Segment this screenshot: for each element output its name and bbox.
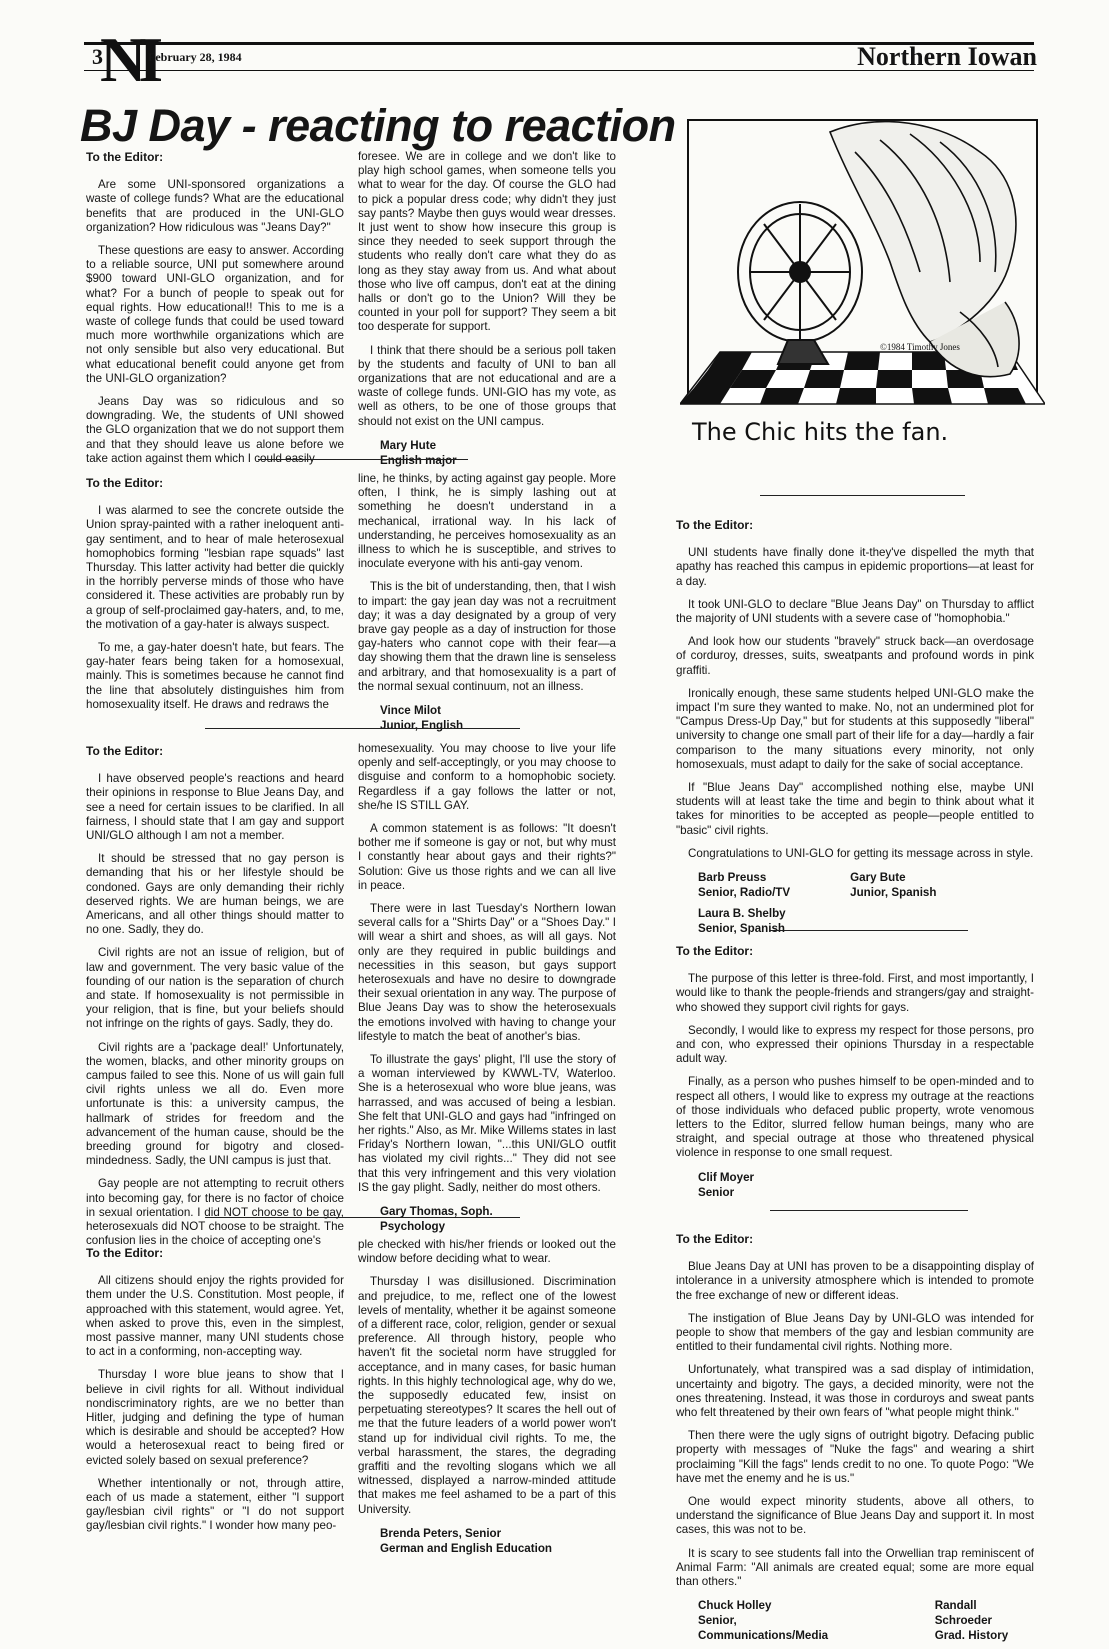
letter-separator — [258, 459, 468, 460]
letter-4-paragraph: Thursday I was disillusioned. Discrimination and prejudice, to me, reflect one of the lowest levels of mentality, whether it be against someone of a different race, color, religion, gender or sexual preference. All through history, people who haven't fit the societal norm have struggled for acceptance, and in many cases, for basic human rights. In this highly technological age, why do we, the supposedly educated few, insist on perpetuating stereotypes? It scares the hell out of me that the future leaders of a world power won't stand up for individual civil rights. To me, the verbal harassment, the stares, the degrading graffiti and the revolting slogans which we all witnessed, displayed a narrow-minded attitude that makes me feel ashamed to be a part of this University. — [358, 1275, 616, 1516]
letter-4-paragraph: All citizens should enjoy the rights provided for them under the U.S. Constitution. Most people, if approached with this statement, would agree. Yet, when asked to prove this, even in the simplest, most passive manner, many UNI students chose to act in a conforming, non-accepting way. — [86, 1274, 344, 1359]
letter-4-column-1 — [86, 1246, 344, 1543]
letter-2-paragraph: I was alarmed to see the concrete outside the Union spray-painted with a rather ineloquent anti-gay sentiment, and to hear of male heterosexual homophobics forming "lesbian rape squads" last Thursday. This latter activity had better die quickly in the horribly perverse minds of those who have considered it. These activities are probably run by a group of self-proclaimed gay-haters, and, to me, the motivation of a gay-hater is always suspect. — [86, 504, 344, 631]
signer-name: Chuck Holley — [698, 1599, 772, 1613]
signer-name: Clif Moyer — [698, 1170, 755, 1184]
signer — [850, 870, 936, 900]
letter-5-paragraph: Congratulations to UNI-GLO for getting its message across in style. — [688, 846, 1034, 860]
letter-1-paragraph: I think that there should be a serious poll taken by the students and faculty of UNI to ban all organizations that are not educational and are a waste of college funds. UNI-GIO has my vote, as well as others, to be one of those groups that should not exist on the UNI campus. — [358, 343, 616, 428]
signer-title: Grad. History — [934, 1629, 1009, 1643]
letter-1-paragraph: foresee. We are in college and we don't like to play high school games, when someone tells you what to wear for the day. Of course the GLO had to pick a popular dress code; why didn't they just say pants? Maybe then guys would wear dresses. It just went to show how insecure this group is since they needed to seek support through the students who really don't care what they do as long as they stay away from us. And what about those who live off campus, don't eat at the dining halls or don't go to the Union? Will they be counted in your poll for support? They seem a bit too desperate for support. — [358, 150, 616, 334]
signer — [935, 1598, 1034, 1643]
cartoon-illustration — [680, 112, 1045, 477]
signer — [698, 870, 790, 900]
letter-3-paragraph: homesexuality. You may choose to live your life openly and self-acceptingly, or you may choose to disguise and conform to a homophobic society. Regardless if a gay follows the latter or not, she/he IS STILL GAY. — [358, 742, 616, 812]
headline: BJ Day - reacting to reaction — [80, 100, 676, 151]
letter-5-paragraph: And look how our students "bravely" struck back—an overdosage of corduroy, dresses, suits, sweatpants and profound words in pink graffiti. — [676, 635, 1034, 677]
cartoon-caption: The Chic hits the fan. — [692, 418, 949, 446]
letter-2-column-2 — [358, 472, 616, 733]
letter-3-paragraph: Gay people are not attempting to recruit others into becoming gay, for there is no factor of choice in sexual orientation. I did NOT choose to be gay, heterosexuals did NOT choose to be straight. The confusion lies in the choice of accepting one's — [86, 1177, 344, 1248]
letter-4-column-2 — [358, 1238, 616, 1556]
letter-7-paragraph: One would expect minority students, above all others, to understand the significance of Blue Jeans Day and support it. In most cases, this was not to be. — [676, 1495, 1034, 1537]
ni-logo: NI — [100, 24, 156, 95]
signer-name: Gary Thomas, Soph. — [380, 1205, 493, 1219]
letter-3-signature — [380, 1204, 616, 1234]
signer-title: Junior, English — [380, 719, 464, 733]
letter-7-salutation: To the Editor: — [676, 1232, 754, 1246]
signer-title: Junior, Spanish — [850, 886, 937, 900]
letter-6-salutation: To the Editor: — [676, 944, 754, 958]
letter-3-paragraph: I have observed people's reactions and heard their opinions in response to Blue Jeans Day, and see a need for certain issues to be clarified. In all fairness, I should state that I am gay and support UNI/GLO although I am not a member. — [86, 772, 344, 843]
letter-1-signature — [380, 438, 616, 468]
letter-1-column-2 — [358, 150, 616, 468]
letter-5-signatures — [698, 870, 1034, 900]
letter-3-salutation: To the Editor: — [86, 744, 164, 758]
letter-2-salutation: To the Editor: — [86, 476, 164, 490]
letter-separator — [205, 728, 520, 729]
letter-3-paragraph: Civil rights are a 'package deal!' Unfortunately, the women, blacks, and other minority groups on campus failed to see this. None of us will gain full civil rights unless we all do. Even more unfortunate is this: a university campus, the hallmark of strides for freedom and the advancement of the human cause, should be the breeding ground for bigotry and closed-mindedness. Sadly, the UNI campus is just that. — [86, 1040, 344, 1168]
letter-6 — [676, 944, 1034, 1200]
letter-2-paragraph: line, he thinks, by acting against gay people. More often, I think, he is simply lashing out at something he doesn't understand in a mechanical, irrational way. In his lack of understanding, he perceives homosexuality as an illness to which he is susceptible, and strives to inoculate everyone with his anti-gay venom. — [358, 472, 616, 571]
letter-5-third-signer — [698, 906, 1034, 936]
signer-title: German and English Education — [380, 1541, 552, 1555]
signer-title: Senior, Communications/Media — [698, 1614, 829, 1643]
letter-3-column-2 — [358, 742, 616, 1234]
signer-title: Senior, Radio/TV — [698, 886, 791, 900]
letter-separator — [770, 930, 968, 931]
signer-name: Laura B. Shelby — [698, 907, 786, 921]
letter-4-salutation: To the Editor: — [86, 1246, 164, 1260]
letter-3-paragraph: It should be stressed that no gay person is demanding that his or her lifestyle should be condoned. Gays are only demanding their richly deserved rights. We are human beings, we are Americans, and all other things should matter to no one. Sadly, they do. — [86, 852, 344, 937]
letter-5-paragraph: It took UNI-GLO to declare "Blue Jeans Day" on Thursday to afflict the majority of UNI students with a severe case of "homophobia." — [676, 597, 1034, 626]
signer-title: Senior, Spanish — [698, 922, 785, 936]
letter-1-salutation: To the Editor: — [86, 150, 164, 164]
letter-separator — [770, 1210, 968, 1211]
letter-5 — [676, 518, 1034, 936]
letter-3-paragraph: A common statement is as follows: "It doesn't bother me if someone is gay or not, but why must I constantly hear about gays and their rights?" Solution: Give us those rights and we can all live in peace. — [358, 822, 616, 892]
signer-title: Senior — [698, 1185, 735, 1199]
signer-name: Vince Milot — [380, 704, 441, 718]
letter-4-signature — [380, 1526, 616, 1556]
letter-7-paragraph: Blue Jeans Day at UNI has proven to be a disappointing display of intolerance in a university atmosphere which is intended to promote the free exchange of new or different ideas. — [676, 1260, 1034, 1302]
signer-name: Mary Hute — [380, 438, 437, 452]
issue-date: February 28, 1984 — [148, 50, 242, 64]
letter-7-paragraph: It is scary to see students fall into the Orwellian trap reminiscent of Animal Farm: "All animals are created equal; some are more equal than others." — [676, 1546, 1034, 1589]
letter-2-paragraph: This is the bit of understanding, then, that I wish to impart: the gay jean day was not a recruitment day; it was a day designated by a group of very brave gay people as a day of instruction for those gay-haters who cannot cope with their fear—a day showing them that the drawn line is senseless and arbitrary, and that homosexuality is a part of the normal sexual continuum, not an illness. — [358, 580, 616, 693]
letter-4-paragraph: ple checked with his/her friends or looked out the window before deciding what to wear. — [358, 1238, 616, 1266]
letter-2-paragraph: To me, a gay-hater doesn't hate, but fears. The gay-hater fears being taken for a homosexual, mainly. This is sometimes because he cannot find the line that absolutely distinguishes him from homosexuality itself. He draws and redraws the — [86, 641, 344, 711]
letter-7-paragraph: Then there were the ugly signs of outright bigotry. Defacing public property with messages of "Nuke the fags" and wearing a shirt proclaiming "Kill the fags" lends credit to no one. To quote Pogo: "We have met the enemy and he is us." — [676, 1429, 1034, 1485]
letter-6-paragraph: Finally, as a person who pushes himself to be open-minded and to respect all others, I would like to express my outrage at the reactions of those individuals who defaced public property, wrote venomous letters to the Editor, slurred fellow human beings, many who are straight, and special outrage at those who threatened physical violence in response to one small request. — [676, 1075, 1034, 1160]
signer-name: Brenda Peters, Senior — [380, 1526, 502, 1540]
letter-4-paragraph: Whether intentionally or not, through attire, each of us made a statement, either "I support gay/lesbian civil rights" or "I do not support gay/lesbian civil rights." I wonder how many peo- — [86, 1476, 344, 1533]
letter-1-column-1 — [86, 150, 344, 475]
letter-5-salutation: To the Editor: — [676, 518, 754, 532]
letter-6-signature — [698, 1170, 1034, 1200]
letter-6-paragraph: Secondly, I would like to express my respect for those persons, pro and con, who expressed their opinions Thursday in a respectable adult way. — [676, 1023, 1034, 1066]
letter-7 — [676, 1232, 1034, 1649]
cartoon-artist-signature: ©1984 Timothy Jones — [880, 342, 960, 352]
letter-separator — [760, 495, 965, 496]
letter-7-paragraph: The instigation of Blue Jeans Day by UNI-GLO was intended for people to show that members of the gay and lesbian community are entitled to their fundamental civil rights. Nothing more. — [676, 1311, 1034, 1354]
letter-6-paragraph: The purpose of this letter is three-fold. First, and most importantly, I would like to thank the people-friends and strangers/gay and straight-who showed they support civil rights for gays. — [676, 972, 1034, 1014]
letter-separator — [205, 1217, 520, 1218]
signer-name: Barb Preuss — [698, 871, 767, 885]
fan-icon — [738, 202, 862, 364]
signer-title: Psychology — [380, 1220, 446, 1234]
letter-1-paragraph: Are some UNI-sponsored organizations a waste of college funds? What are the educational benefits that are produced in the UNI-GLO organization? How ridiculous was "Jeans Day?" — [86, 178, 344, 234]
letter-3-paragraph: There were in last Tuesday's Northern Iowan several calls for a "Shirts Day" or a "Shoes Day." I will wear a shirt and shoes, as will all gays. Not only are they required in public buildings and necessities in this season, but gays support heterosexuals and have no desire to downgrade their sexual orientation in any way. The purpose of Blue Jeans Day was to show the heterosexuals the emotions involved with having to change your lifestyle to match the beat of another's bias. — [358, 902, 617, 1043]
letter-3-paragraph: To illustrate the gays' plight, I'll use the story of a woman interviewed by KWWL-TV, Waterloo. She is a heterosexual who wore blue jeans, was harrassed, and was accused of being a lesbian. She felt that UNI-GLO and gays had "infringed on her rights." Also, as Mr. Mike Willems states in last Friday's Northern Iowan, "...this UNI/GLO outfit has violated my civil rights..." They did not see that this very infringement and this very violation IS the gay plight. Sadly, neither do most others. — [358, 1053, 616, 1194]
letter-7-signatures — [698, 1598, 1034, 1643]
letter-5-paragraph: Ironically enough, these same students helped UNI-GLO make the impact I'm sure they wanted to make. No, not an undermined plot for "Campus Dress-Up Day," but for students at this supposedly "liberal" university to change one small part of their life for a day—hardly a fair comparison to the many situations every minority, not only homosexuals, must adapt to daily for the sake of social acceptance. — [676, 686, 1034, 771]
paper-name: Northern Iowan — [857, 42, 1037, 71]
signer-title: English major — [380, 453, 457, 467]
letter-3-column-1 — [86, 744, 344, 1258]
signer — [698, 1598, 865, 1643]
letter-1-paragraph: These questions are easy to answer. According to a reliable source, UNI put somewhere around $900 toward UNI-GLO organization, and for what? For a bunch of people to speak out for equal rights. How educational!! This to me is a waste of college funds that could be used toward much more worthwhile organizations which are not only sensible but also very educational. But what educational benefit could anyone get from the UNI-GLO organization? — [86, 244, 344, 385]
letter-2-column-1 — [86, 476, 344, 721]
letter-1-paragraph: Jeans Day was so ridiculous and so downgrading. We, the students of UNI showed the GLO organization that we do not support them and that they should leave us alone before we take action against them which I could easily — [86, 395, 344, 465]
signer-name: Gary Bute — [850, 871, 906, 885]
letter-5-paragraph: If "Blue Jeans Day" accomplished nothing else, maybe UNI students will at least take the time and begin to think about what it takes for minorities to be accepted as people—people entitled to "basic" civil rights. — [676, 781, 1034, 837]
letter-5-paragraph: UNI students have finally done it-they've dispelled the myth that apathy has reached this campus in epidemic proportions—at least for a day. — [676, 546, 1034, 588]
signer-name: Randall Schroeder — [934, 1599, 993, 1628]
letter-7-paragraph: Unfortunately, what transpired was a sad display of intimidation, uncertainty and bigotry. The gays, a decided minority, were not the ones threatening. Instead, it was those in corduroys and sweat pants who felt threatened by their own fears of "what people might think." — [676, 1363, 1034, 1420]
page-number: 3 — [92, 44, 103, 69]
letter-3-paragraph: Civil rights are not an issue of religion, but of law and government. The very basic value of the founding of our nation is the separation of church and state. If homosexuality is not permissible in your religion, that is fine, but your beliefs should not infringe on the rights of gays. Sadly, they do. — [86, 946, 344, 1031]
letter-4-paragraph: Thursday I wore blue jeans to show that I believe in civil rights for all. Without individual nondiscriminatory rights, are we no better than Hitler, judging and defining the type of human which is desirable and should be accepted? How would a heterosexual react to being fired or evicted solely based on sexual preference? — [86, 1368, 344, 1467]
